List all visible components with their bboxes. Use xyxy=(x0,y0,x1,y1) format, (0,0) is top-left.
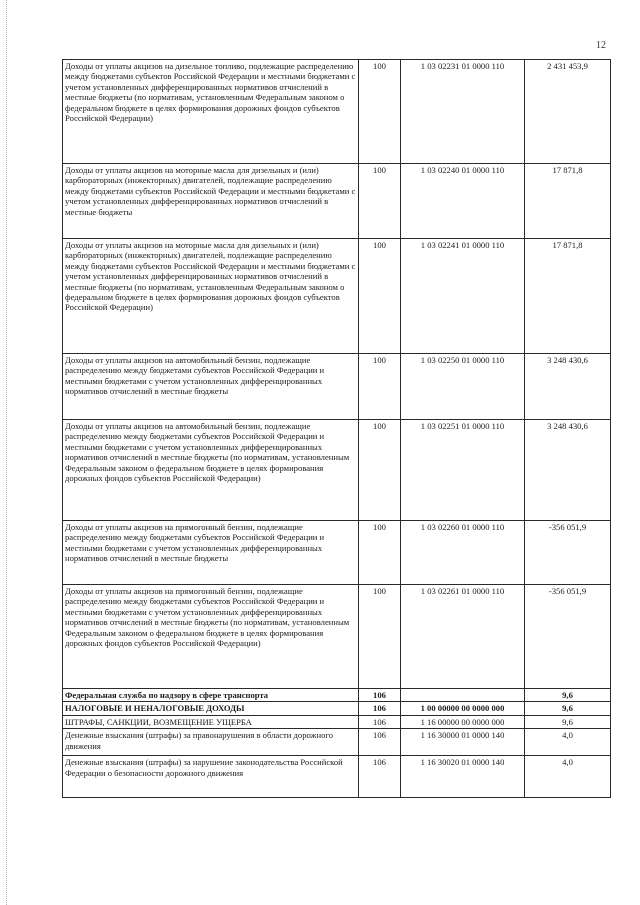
table-row xyxy=(63,715,611,728)
amount-cell: 17 871,8 xyxy=(525,164,611,239)
budget-classification-code-cell: 1 03 02231 01 0000 110 xyxy=(401,60,525,164)
administrator-code-cell: 100 xyxy=(359,239,401,354)
administrator-code-cell: 100 xyxy=(359,521,401,585)
amount-cell: -356 051,9 xyxy=(525,585,611,689)
budget-classification-code-cell: 1 16 30000 01 0000 140 xyxy=(401,729,525,756)
table-row xyxy=(63,354,611,420)
table-row xyxy=(63,729,611,756)
page-number: 12 xyxy=(596,40,606,51)
budget-classification-code-cell: 1 03 02250 01 0000 110 xyxy=(401,354,525,420)
budget-classification-code-cell: 1 03 02240 01 0000 110 xyxy=(401,164,525,239)
administrator-code-cell: 106 xyxy=(359,702,401,715)
amount-cell: -356 051,9 xyxy=(525,521,611,585)
table-row xyxy=(63,702,611,715)
amount-cell: 2 431 453,9 xyxy=(525,60,611,164)
scan-edge xyxy=(6,0,7,905)
amount-cell: 4,0 xyxy=(525,756,611,798)
revenue-name-cell: НАЛОГОВЫЕ И НЕНАЛОГОВЫЕ ДОХОДЫ xyxy=(63,702,359,715)
table-row xyxy=(63,420,611,521)
revenue-name-cell: Денежные взыскания (штрафы) за нарушение законодательства Российской Федерации о безопасности дорожного движения xyxy=(63,756,359,798)
revenue-name-cell: Доходы от уплаты акцизов на дизельное топливо, подлежащие распределению между бюджетами субъектов Российской Федерации и местными бюджетами с учетом установленных дифференцированных нормативов отчислений в местные бюджеты (по нормативам, установленным Федеральным законом о федеральном бюджете в целях формирования дорожных фондов субъектов Российской Федерации) xyxy=(63,60,359,164)
revenue-name-cell: Федеральная служба по надзору в сфере транспорта xyxy=(63,689,359,702)
administrator-code-cell: 100 xyxy=(359,585,401,689)
budget-classification-code-cell: 1 03 02260 01 0000 110 xyxy=(401,521,525,585)
table-row xyxy=(63,164,611,239)
table-row xyxy=(63,585,611,689)
revenue-name-cell: Доходы от уплаты акцизов на моторные масла для дизельных и (или) карбюраторных (инжекторных) двигателей, подлежащие распределению между бюджетами субъектов Российской Федерации и местными бюджетами с учетом установленных дифференцированных нормативов отчислений в местные бюджеты (по нормативам, установленным Федеральным законом о федеральном бюджете в целях формирования дорожных фондов субъектов Российской Федерации) xyxy=(63,239,359,354)
revenue-name-cell: Доходы от уплаты акцизов на моторные масла для дизельных и (или) карбюраторных (инжекторных) двигателей, подлежащие распределению между бюджетами субъектов Российской Федерации и местными бюджетами с учетом установленных дифференцированных нормативов отчислений в местные бюджеты xyxy=(63,164,359,239)
administrator-code-cell: 100 xyxy=(359,164,401,239)
administrator-code-cell: 106 xyxy=(359,715,401,728)
budget-classification-code-cell: 1 03 02241 01 0000 110 xyxy=(401,239,525,354)
budget-classification-code-cell xyxy=(401,689,525,702)
revenue-name-cell: Доходы от уплаты акцизов на автомобильный бензин, подлежащие распределению между бюджетами субъектов Российской Федерации и местными бюджетами с учетом установленных дифференцированных нормативов отчислений в местные бюджеты xyxy=(63,354,359,420)
administrator-code-cell: 106 xyxy=(359,689,401,702)
table-row xyxy=(63,60,611,164)
revenue-name-cell: Денежные взыскания (штрафы) за правонарушения в области дорожного движения xyxy=(63,729,359,756)
administrator-code-cell: 100 xyxy=(359,354,401,420)
budget-classification-code-cell: 1 00 00000 00 0000 000 xyxy=(401,702,525,715)
revenue-name-cell: Доходы от уплаты акцизов на прямогонный бензин, подлежащие распределению между бюджетами субъектов Российской Федерации и местными бюджетами с учетом установленных дифференцированных нормативов отчислений в местные бюджеты (по нормативам, установленным Федеральным законом о федеральном бюджете в целях формирования дорожных фондов субъектов Российской Федерации) xyxy=(63,585,359,689)
administrator-code-cell: 100 xyxy=(359,60,401,164)
budget-revenue-table xyxy=(62,59,611,798)
table-row xyxy=(63,689,611,702)
administrator-code-cell: 106 xyxy=(359,756,401,798)
amount-cell: 9,6 xyxy=(525,702,611,715)
amount-cell: 3 248 430,6 xyxy=(525,354,611,420)
table-row xyxy=(63,239,611,354)
budget-classification-code-cell: 1 03 02261 01 0000 110 xyxy=(401,585,525,689)
administrator-code-cell: 100 xyxy=(359,420,401,521)
amount-cell: 3 248 430,6 xyxy=(525,420,611,521)
budget-classification-code-cell: 1 16 30020 01 0000 140 xyxy=(401,756,525,798)
revenue-name-cell: Доходы от уплаты акцизов на прямогонный бензин, подлежащие распределению между бюджетами субъектов Российской Федерации и местными бюджетами с учетом установленных дифференцированных нормативов отчислений в местные бюджеты xyxy=(63,521,359,585)
amount-cell: 9,6 xyxy=(525,715,611,728)
revenue-name-cell: Доходы от уплаты акцизов на автомобильный бензин, подлежащие распределению между бюджетами субъектов Российской Федерации и местными бюджетами с учетом установленных дифференцированных нормативов отчислений в местные бюджеты (по нормативам, установленным Федеральным законом о федеральном бюджете в целях формирования дорожных фондов субъектов Российской Федерации) xyxy=(63,420,359,521)
amount-cell: 4,0 xyxy=(525,729,611,756)
table-row xyxy=(63,756,611,798)
amount-cell: 9,6 xyxy=(525,689,611,702)
revenue-name-cell: ШТРАФЫ, САНКЦИИ, ВОЗМЕЩЕНИЕ УЩЕРБА xyxy=(63,715,359,728)
table-row xyxy=(63,521,611,585)
budget-classification-code-cell: 1 16 00000 00 0000 000 xyxy=(401,715,525,728)
budget-classification-code-cell: 1 03 02251 01 0000 110 xyxy=(401,420,525,521)
amount-cell: 17 871,8 xyxy=(525,239,611,354)
administrator-code-cell: 106 xyxy=(359,729,401,756)
